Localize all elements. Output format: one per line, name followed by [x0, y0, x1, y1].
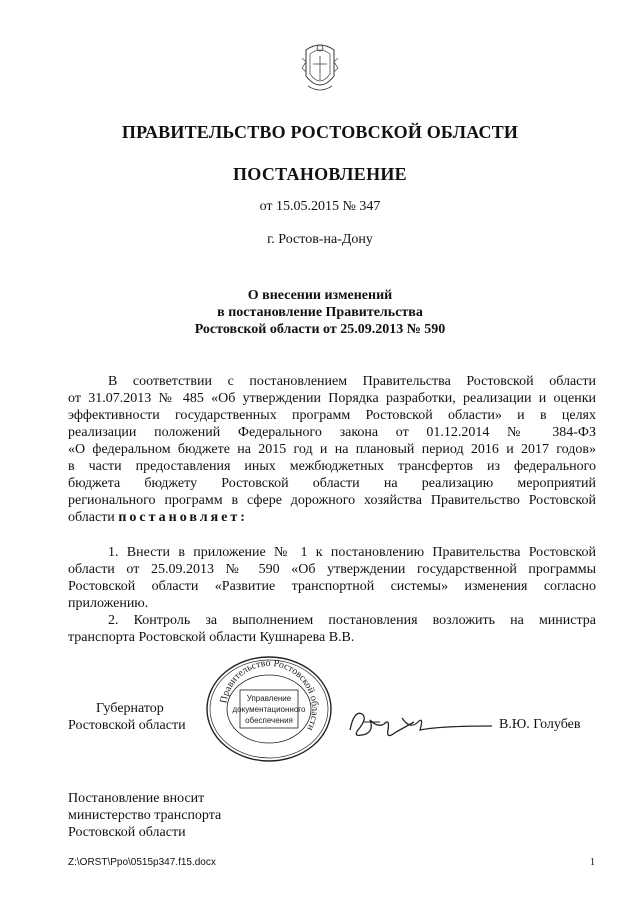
seal-center-line: документационного: [232, 705, 306, 714]
note-line: Постановление вносит: [68, 791, 205, 806]
preamble-line: регионального программ в сфере дорожного хозяйства Правительство Ростовской: [68, 493, 596, 508]
item-1-line: приложению.: [68, 596, 149, 611]
seal-ring-text: Правительство Ростовской области: [218, 657, 321, 733]
item-1-line: 1. Внести в приложение № 1 к постановлению Правительства Ростовской: [108, 545, 596, 560]
signatory-name: В.Ю. Голубев: [499, 717, 581, 732]
preamble-line: эффективности государственных программ Ростовской области» и в целях: [68, 408, 596, 423]
seal-center-line: Управление: [246, 694, 292, 703]
preamble-closing-line: [68, 509, 596, 526]
note-line: Ростовской области: [68, 825, 186, 840]
preamble-line: «О федеральном бюджете на 2015 год и на плановый период 2016 и 2017 годов»: [68, 442, 596, 457]
item-1-paragraph: [68, 544, 596, 612]
file-path-footer: Z:\ORST\Ppo\0515p347.f15.docx: [68, 857, 216, 868]
organization-title: ПРАВИТЕЛЬСТВО РОСТОВСКОЙ ОБЛАСТИ: [121, 122, 519, 142]
document-date-number: от 15.05.2015 № 347: [259, 199, 381, 214]
item-1-line: области от 25.09.2013 № 590 «Об утверждении государственной программы: [68, 562, 596, 577]
handwritten-signature: [344, 700, 494, 746]
seal-center-line: обеспечения: [245, 716, 293, 725]
preamble-line: в части предоставления иных межбюджетных трансфертов из федерального: [68, 459, 596, 474]
document-subject: [0, 287, 640, 338]
subject-line: Ростовской области от 25.09.2013 № 590: [194, 322, 446, 337]
official-seal: [202, 654, 336, 764]
item-1-line: Ростовской области «Развитие транспортной системы» изменения согласно: [68, 579, 596, 594]
document-type-title: ПОСТАНОВЛЕНИЕ: [233, 164, 407, 184]
preamble-closing-prefix: области: [68, 510, 115, 525]
preamble-paragraph: [68, 373, 596, 526]
preamble-line: бюджета бюджету Ростовской области на реализацию мероприятий: [68, 476, 596, 491]
preamble-line: В соответствии с постановлением Правительства Ростовской области: [108, 374, 596, 389]
document-city: г. Ростов-на-Дону: [267, 232, 373, 247]
signatory-title-line: Губернатор: [96, 701, 164, 716]
subject-line: О внесении изменений: [247, 288, 393, 303]
resolves-word: постановляет:: [118, 510, 248, 525]
item-2-line: 2. Контроль за выполнением постановления возложить на министра: [108, 613, 596, 628]
preamble-line: реализации положений Федерального закона от 01.12.2014 № 384-ФЗ: [68, 425, 596, 440]
coat-of-arms-emblem: [298, 40, 342, 96]
item-2-paragraph: [68, 612, 596, 646]
subject-line: в постановление Правительства: [217, 305, 423, 320]
item-2-line: транспорта Ростовской области Кушнарева В.В.: [68, 630, 355, 645]
note-line: министерство транспорта: [68, 808, 222, 823]
signatory-title-line: Ростовской области: [68, 718, 186, 733]
signatory-title: [68, 700, 186, 734]
submitted-by-note: [68, 790, 221, 841]
page-number: 1: [590, 857, 595, 868]
preamble-line: от 31.07.2013 № 485 «Об утверждении Порядка разработки, реализации и оценки: [68, 391, 596, 406]
